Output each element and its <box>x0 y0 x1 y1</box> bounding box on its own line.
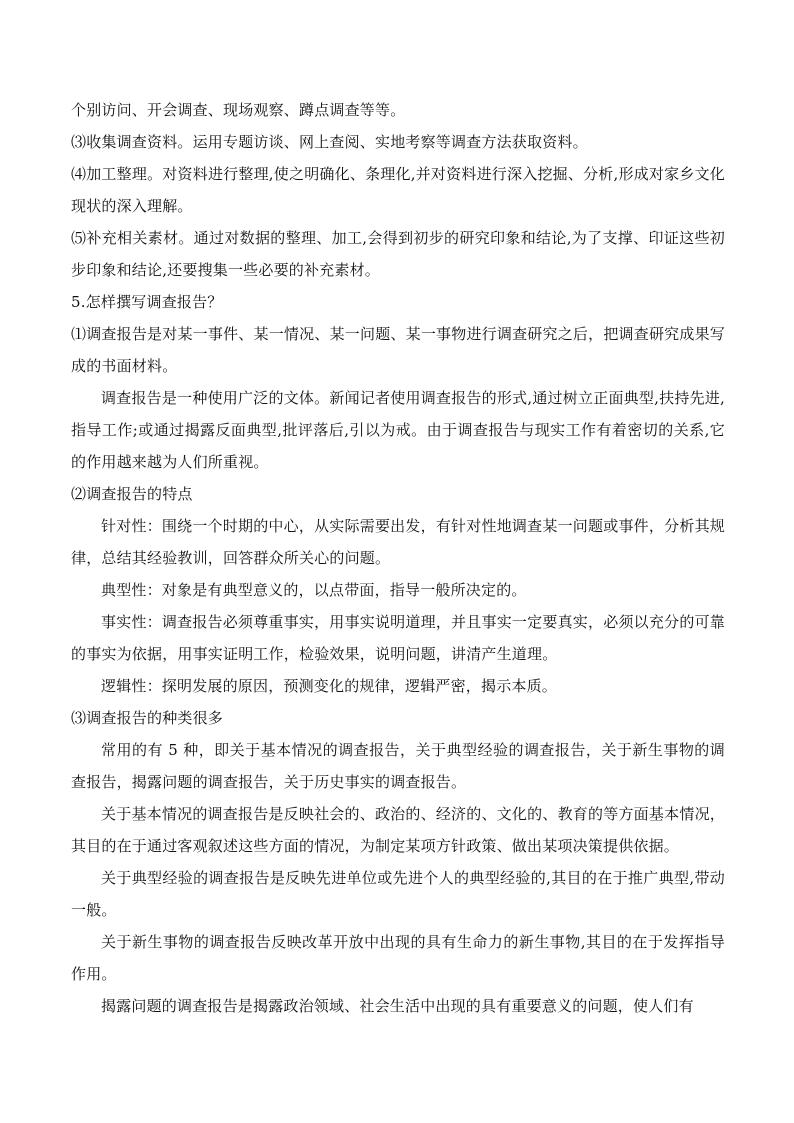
paragraph-type-exposing-problems: 揭露问题的调查报告是揭露政治领域、社会生活中出现的具有重要意义的问题，使人们有 <box>101 997 694 1015</box>
paragraph-report-definition: ⑴调查报告是对某一事件、某一情况、某一问题、某一事物进行调查研究之后，把调查研究成果写成的书面材料。 <box>71 325 725 375</box>
paragraph-feature-logic: 逻辑性：探明发展的原因，预测变化的规律，逻辑严密，揭示本质。 <box>101 677 558 695</box>
section-heading-how-to-write: 5.怎样撰写调查报告？ <box>71 293 223 311</box>
paragraph-type-basic-situation: 关于基本情况的调查报告是反映社会的、政治的、经济的、文化的、教育的等方面基本情况，其目的在于通过客观叙述这些方面的情况，为制定某项方针政策、做出某项决策提供依据。 <box>71 805 725 855</box>
subheading-report-features: ⑵调查报告的特点 <box>71 485 193 503</box>
paragraph-feature-factuality: 事实性：调查报告必须尊重事实，用事实说明道理，并且事实一定要真实，必须以充分的可靠的事实为依据，用事实证明工作，检验效果，说明问题，讲清产生道理。 <box>71 613 725 663</box>
paragraph-type-new-things: 关于新生事物的调查报告反映改革开放中出现的具有生命力的新生事物,其目的在于发挥指导作用。 <box>71 933 725 983</box>
paragraph-collect-materials: ⑶收集调查资料。运用专题访谈、网上查阅、实地考察等调查方法获取资料。 <box>71 133 588 151</box>
paragraph-types-overview: 常用的有 5 种，即关于基本情况的调查报告，关于典型经验的调查报告，关于新生事物的调查报告，揭露问题的调查报告，关于历史事实的调查报告。 <box>71 741 725 791</box>
paragraph-feature-typicality: 典型性：对象是有典型意义的，以点带面，指导一般所决定的。 <box>101 581 527 599</box>
document-body <box>71 94 725 1022</box>
subheading-report-types: ⑶调查报告的种类很多 <box>71 709 224 727</box>
paragraph-supplement-materials: ⑸补充相关素材。通过对数据的整理、加工,会得到初步的研究印象和结论,为了支撑、印证这些初步印象和结论,还要搜集一些必要的补充素材。 <box>71 229 725 279</box>
paragraph-type-typical-experience: 关于典型经验的调查报告是反映先进单位或先进个人的典型经验的,其目的在于推广典型,带动一般。 <box>71 869 725 919</box>
paragraph-feature-pertinence: 针对性：围绕一个时期的中心，从实际需要出发，有针对性地调查某一问题或事件，分析其规律，总结其经验教训，回答群众所关心的问题。 <box>71 517 725 567</box>
paragraph-report-usage: 调查报告是一种使用广泛的文体。新闻记者使用调查报告的形式,通过树立正面典型,扶持先进,指导工作;或通过揭露反面典型,批评落后,引以为戒。由于调查报告与现实工作有着密切的关系,它的作用越来越为人们所重视。 <box>71 389 725 471</box>
paragraph-interview-methods: 个别访问、开会调查、现场观察、蹲点调查等等。 <box>71 101 406 119</box>
paragraph-process-organize: ⑷加工整理。对资料进行整理,使之明确化、条理化,并对资料进行深入挖掘、分析,形成对家乡文化现状的深入理解。 <box>71 165 725 215</box>
